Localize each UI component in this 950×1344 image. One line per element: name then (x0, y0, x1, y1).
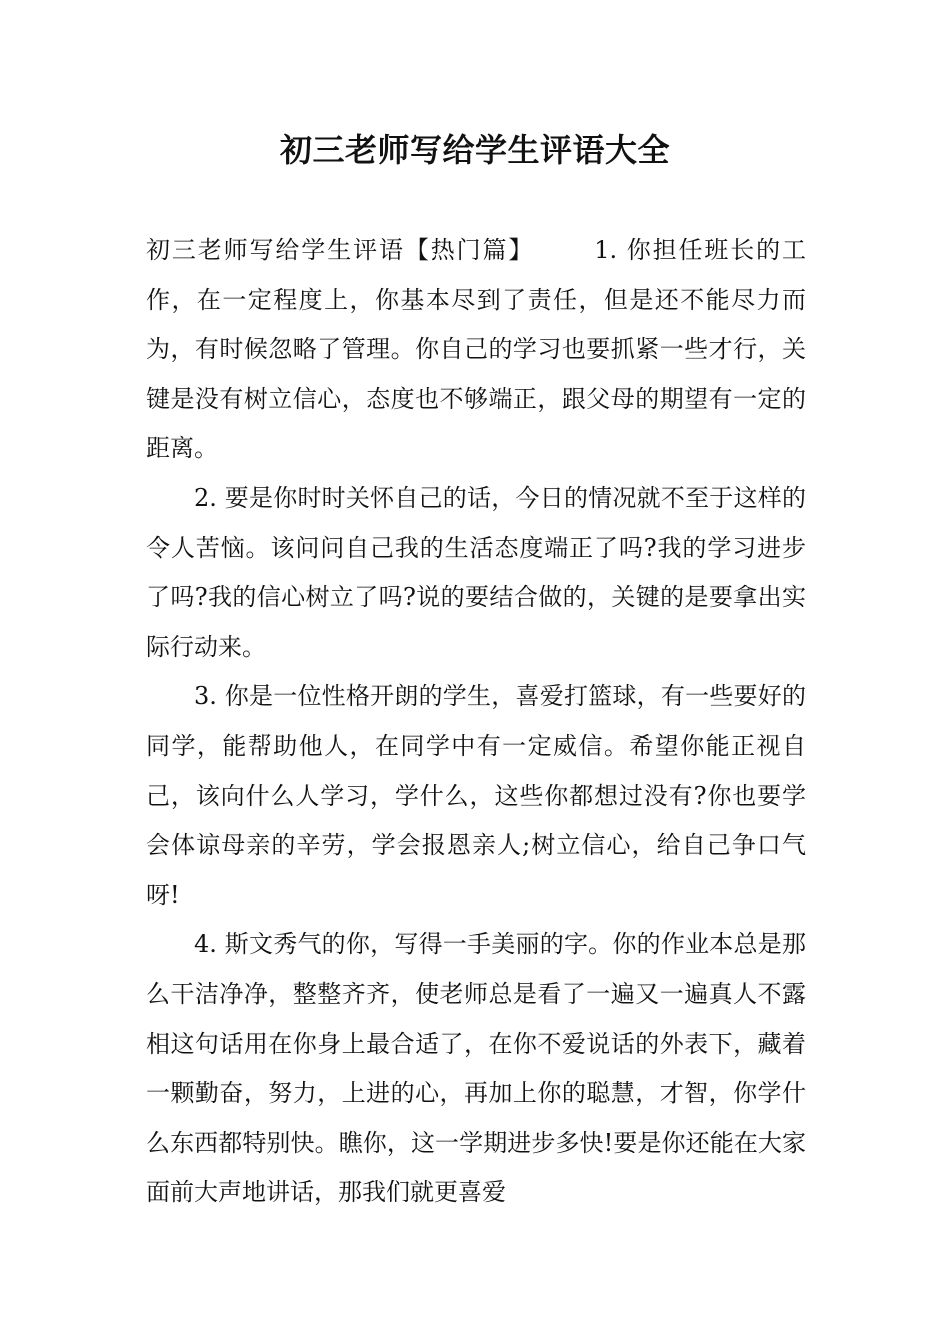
paragraph-4: 4. 斯文秀气的你，写得一手美丽的字。你的作业本总是那么干洁净净，整整齐齐，使老师总是看了一遍又一遍真人不露相这句话用在你身上最合适了，在你不爱说话的外表下，藏着一颗勤奋，努力，上进的心，再加上你的聪慧，才智，你学什么东西都特别快。瞧你，这一学期进步多快!要是你还能在大家面前大声地讲话，那我们就更喜爱 (146, 930, 806, 1207)
paragraph-2: 2. 要是你时时关怀自己的话，今日的情况就不至于这样的令人苦恼。该问问自己我的生活态度端正了吗?我的学习进步了吗?我的信心树立了吗?说的要结合做的，关键的是要拿出实际行动来。 (146, 483, 806, 661)
document-body (146, 226, 806, 1218)
paragraph-1 (146, 226, 806, 474)
document-title: 初三老师写给学生评语大全 (279, 131, 670, 169)
paragraph-1-text: 1. 你担任班长的工作，在一定程度上，你基本尽到了责任，但是还不能尽力而为，有时候忽略了管理。你自己的学习也要抓紧一些才行，关键是没有树立信心，态度也不够端正，跟父母的期望有一定的距离。 (146, 236, 807, 463)
section-heading: 初三老师写给学生评语【热门篇】 (146, 236, 535, 264)
paragraph-3: 3. 你是一位性格开朗的学生，喜爱打篮球，有一些要好的同学，能帮助他人，在同学中有一定威信。希望你能正视自己，该向什么人学习，学什么，这些你都想过没有?你也要学会体谅母亲的辛劳，学会报恩亲人;树立信心，给自己争口气呀! (146, 682, 806, 909)
